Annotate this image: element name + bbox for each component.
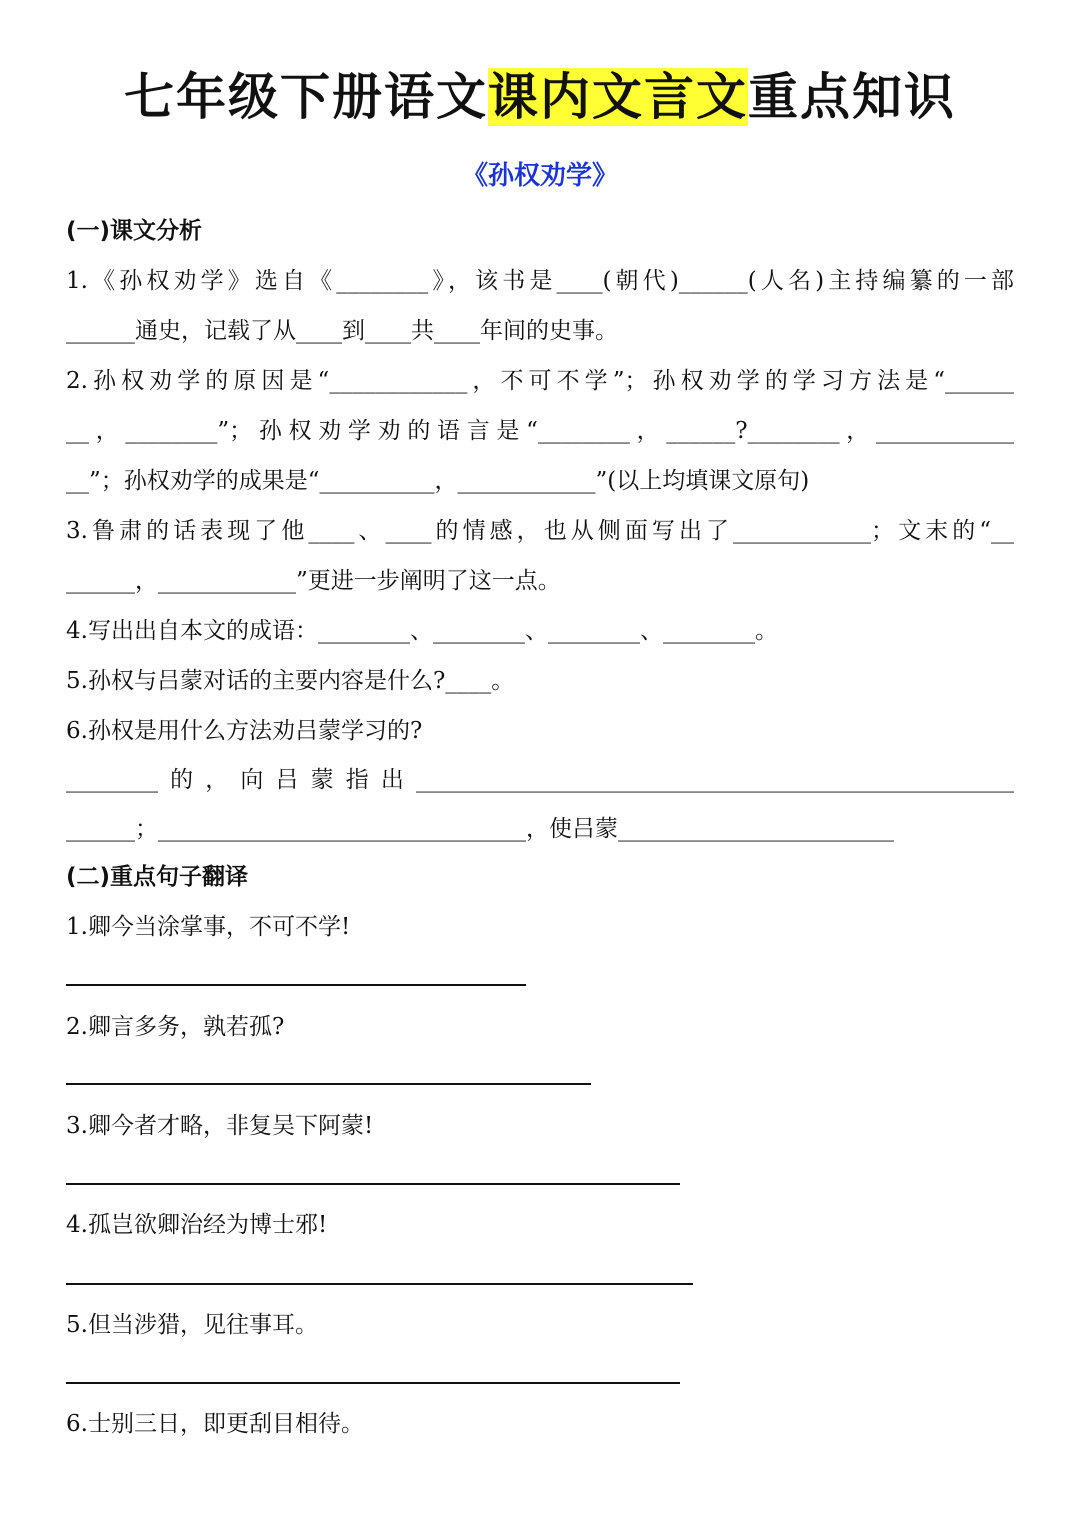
- lesson-title: 《孙权劝学》: [461, 161, 618, 191]
- question-line: ______，____________”更进一步阐明了这一点。: [66, 568, 561, 594]
- question-line: 5.孙权与吕蒙对话的主要内容是什么?____。: [66, 668, 515, 694]
- answer-line[interactable]: [66, 1283, 693, 1285]
- title-part-1: 七年级下册语文: [124, 68, 488, 126]
- question-line: 2.孙权劝学的原因是“____________，不可不学”；孙权劝学的学习方法是“______: [66, 368, 1014, 394]
- answer-line[interactable]: [66, 1382, 680, 1384]
- answer-line[interactable]: [66, 1183, 680, 1185]
- question-line: __”；孙权劝学的成果是“__________，____________”(以上均填课文原句): [66, 468, 810, 494]
- translation-sentence: 2.卿言多务，孰若孤?: [66, 1014, 285, 1040]
- question-line: 4.写出出自本文的成语：________、________、________、________。: [66, 618, 778, 644]
- translation-sentence: 3.卿今者才略，非复吴下阿蒙!: [66, 1113, 374, 1139]
- answer-line[interactable]: [66, 984, 526, 986]
- title-highlight: 课内文言文: [488, 68, 748, 126]
- question-line: 6.孙权是用什么方法劝吕蒙学习的?: [66, 718, 423, 744]
- translation-sentence: 6.士别三日，即更刮目相待。: [66, 1411, 364, 1437]
- title-part-3: 重点知识: [748, 68, 956, 126]
- page-title: [0, 62, 1080, 132]
- section-heading-analysis: (一)课文分析: [66, 218, 203, 244]
- question-line: ________的，向吕蒙指出____________________________________________________: [66, 767, 1014, 793]
- answer-line[interactable]: [66, 1083, 591, 1085]
- translation-sentence: 1.卿今当涂掌事，不可不学!: [66, 914, 351, 940]
- question-line: ______；________________________________，使吕蒙________________________: [66, 816, 894, 842]
- section-heading-translation: (二)重点句子翻译: [66, 864, 249, 890]
- translation-sentence: 4.孤岂欲卿治经为博士邪!: [66, 1212, 328, 1238]
- question-line: __，________”；孙权劝学劝的语言是“________，______?________，____________: [66, 418, 1014, 444]
- question-line: 3.鲁肃的话表现了他____、____的情感，也从侧面写出了____________；文末的“__: [66, 518, 1014, 544]
- question-line: 1.《孙权劝学》选自《________》，该书是____(朝代)______(人名)主持编纂的一部: [66, 268, 1014, 294]
- translation-sentence: 5.但当涉猎，见往事耳。: [66, 1312, 318, 1338]
- question-line: ______通史，记载了从____到____共____年间的史事。: [66, 318, 618, 344]
